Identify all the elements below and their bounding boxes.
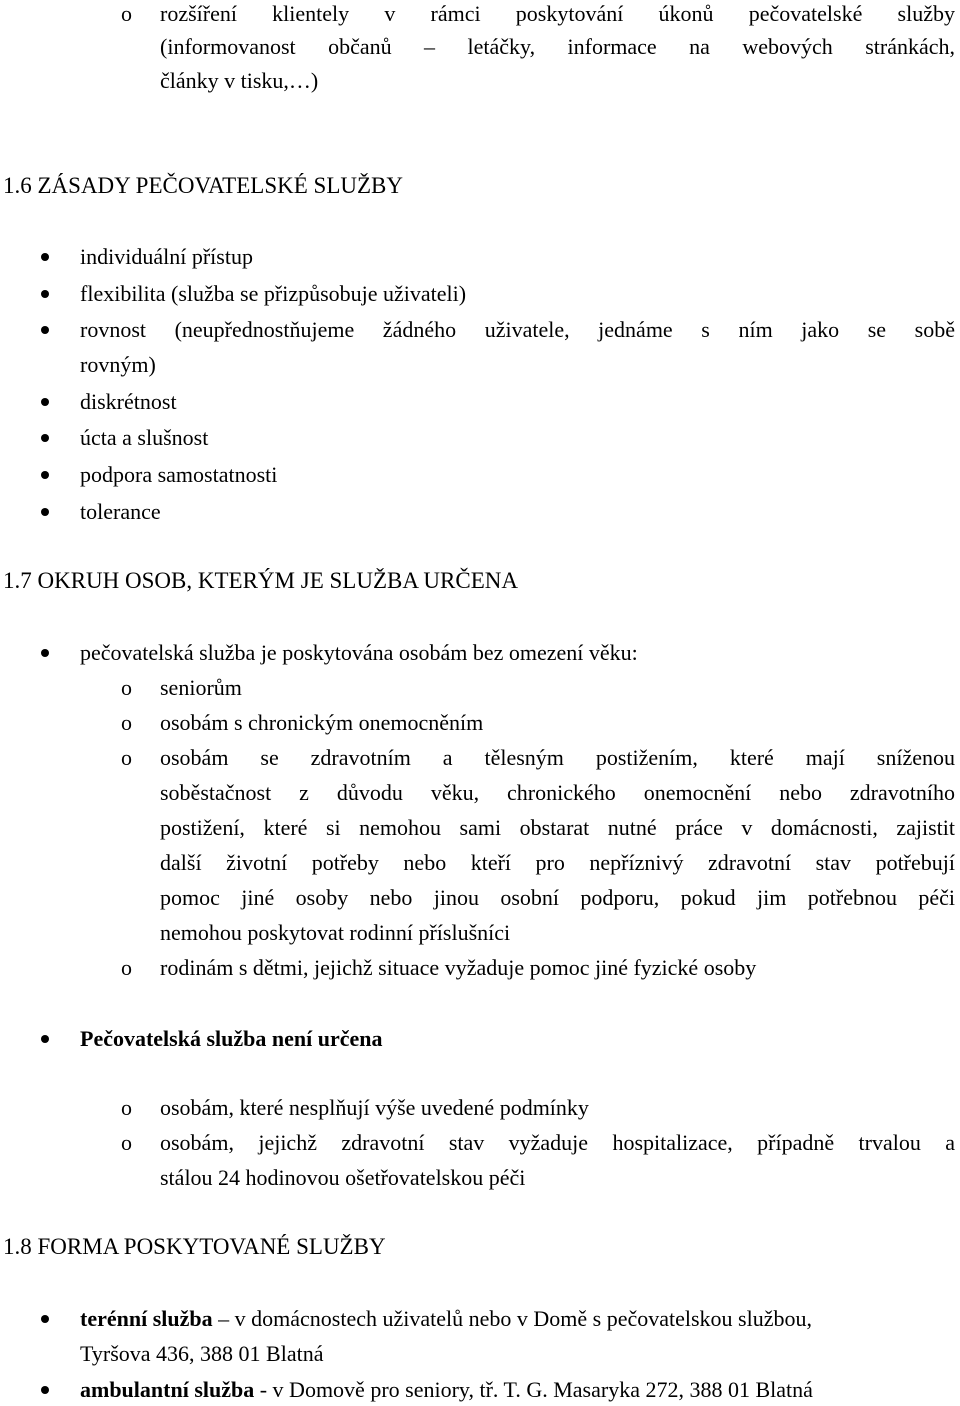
list-item: rovnost (neupřednostňujeme žádného uživatele, jednáme s ním jako se sobě [80,317,955,342]
sub-bullet-marker: o [121,745,132,770]
sub-list-item-continuation: pomoc jiné osoby nebo jinou osobní podporu, pokud jim potřebnou péči [160,885,955,910]
list-item-continuation: rovným) [80,352,156,377]
section-heading-1-7: 1.7 OKRUH OSOB, KTERÝM JE SLUŽBA URČENA [3,568,518,593]
list-item-field-service [80,1305,955,1333]
field-service-text: – v domácnostech uživatelů nebo v Domě s pečovatelskou službou, [212,1306,812,1331]
bullet-icon [41,290,49,298]
bullet-icon [41,471,49,479]
sub-list-item: rodinám s dětmi, jejichž situace vyžaduje pomoc jiné fyzické osoby [160,955,757,980]
bullet-icon [41,1315,49,1323]
list-item: podpora samostatnosti [80,462,278,487]
sub-list-item: seniorům [160,675,242,700]
top-sub-line-1: rozšíření klientely v rámci poskytování úkonů pečovatelské služby [160,1,955,26]
bullet-icon [41,434,49,442]
sub-list-item: osobám, které nesplňují výše uvedené podmínky [160,1095,589,1120]
bullet-icon [41,1386,49,1394]
ambulant-service-label: ambulantní služba [80,1377,255,1402]
field-service-label: terénní služba [80,1306,213,1331]
sub-list-item: osobám se zdravotním a tělesným postižením, které mají sníženou [160,745,955,770]
sub-list-item-continuation: postižení, které si nemohou sami obstarat nutné práce v domácnosti, zajistit [160,815,955,840]
sub-list-item-continuation: soběstačnost z důvodu věku, chronického onemocnění nebo zdravotního [160,780,955,805]
sub-list-item: osobám, jejichž zdravotní stav vyžaduje hospitalizace, případně trvalou a [160,1130,955,1155]
list-item-ambulant-service [80,1376,813,1404]
list-item: diskrétnost [80,389,177,414]
sub-bullet-marker: o [121,1095,132,1120]
list-item: pečovatelská služba je poskytována osobám bez omezení věku: [80,640,638,665]
sub-bullet-marker: o [121,710,132,735]
sub-list-item-continuation: další životní potřeby nebo kteří pro nepříznivý zdravotní stav potřebují [160,850,955,875]
sub-bullet-marker: o [121,1,132,26]
bullet-icon [41,398,49,406]
top-sub-line-2: (informovanost občanů – letáčky, informace na webových stránkách, [160,34,955,59]
sub-list-item-continuation: stálou 24 hodinovou ošetřovatelskou péči [160,1165,526,1190]
bullet-icon [41,508,49,516]
list-item: flexibilita (služba se přizpůsobuje uživateli) [80,281,467,306]
top-sub-line-3: články v tisku,…) [160,68,319,93]
sub-list-item: osobám s chronickým onemocněním [160,710,484,735]
list-item: tolerance [80,499,161,524]
section-heading-1-8: 1.8 FORMA POSKYTOVANÉ SLUŽBY [3,1234,386,1259]
bullet-icon [41,649,49,657]
not-intended-heading: Pečovatelská služba není určena [80,1026,383,1051]
list-item: úcta a slušnost [80,425,209,450]
sub-bullet-marker: o [121,1130,132,1155]
sub-bullet-marker: o [121,675,132,700]
list-item: individuální přístup [80,244,253,269]
bullet-icon [41,326,49,334]
sub-bullet-marker: o [121,955,132,980]
list-item-continuation: Tyršova 436, 388 01 Blatná [80,1341,324,1366]
bullet-icon [41,253,49,261]
sub-list-item-continuation: nemohou poskytovat rodinní příslušníci [160,920,511,945]
section-heading-1-6: 1.6 ZÁSADY PEČOVATELSKÉ SLUŽBY [3,173,403,198]
bullet-icon [41,1035,49,1043]
ambulant-service-text: - v Domově pro seniory, tř. T. G. Masaryka 272, 388 01 Blatná [254,1377,813,1402]
